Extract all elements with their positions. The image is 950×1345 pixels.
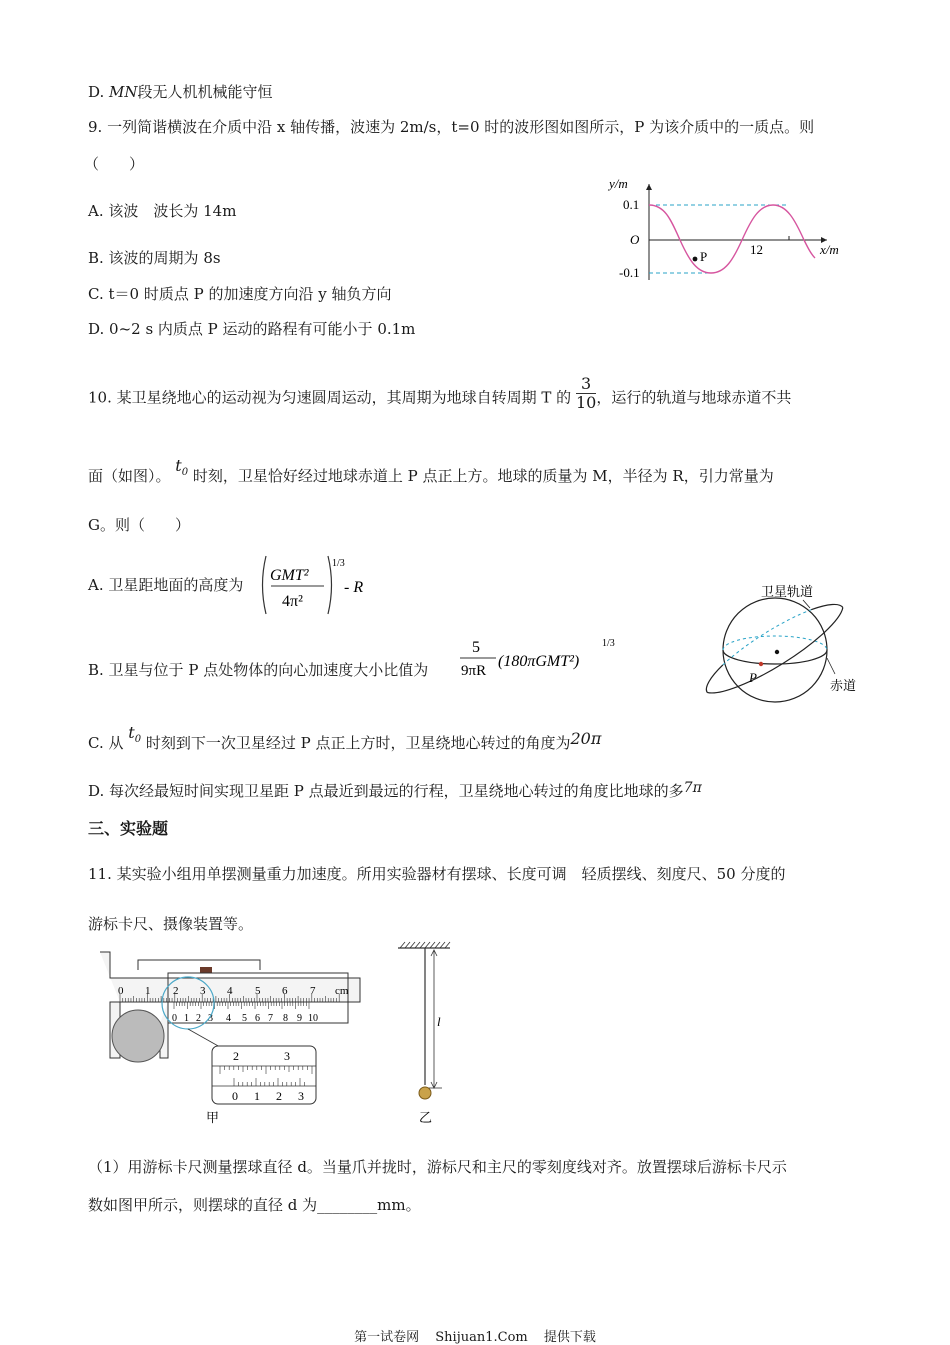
x-tick-label: 12 [750, 242, 763, 257]
q10-frac-num: 3 [576, 375, 596, 394]
vernier-3: 3 [208, 1013, 213, 1024]
main-scale-2: 2 [173, 985, 179, 997]
scale-tick [415, 942, 420, 948]
q11-figures [90, 940, 470, 1130]
q10-stem-part2: ，运行的轨道与地球赤道不共 [596, 388, 792, 407]
section-heading: 三、实验题 [88, 819, 169, 838]
q11-sub1-line1: （1）用游标卡尺测量摆球直径 d。当量爪并拢时，游标尺和主尺的零刻度线对齐。放置摆球后游标卡尺示 [88, 1158, 787, 1176]
figure-yi-label: 乙 [419, 1110, 433, 1125]
q8-option-d-text: 段无人机机械能守恒 [137, 83, 273, 101]
q10-t0-main: t [175, 456, 182, 475]
q10-option-a-formula [258, 552, 378, 618]
q10-c-t0 [128, 723, 142, 746]
wave-curve [649, 205, 815, 273]
q10-option-b [88, 660, 428, 680]
q10-satellite-figure [695, 578, 870, 713]
zoom-bottom-1: 1 [254, 1089, 260, 1103]
point-p-label: P [700, 249, 708, 264]
q10-frac-den: 10 [575, 393, 597, 412]
q10-option-b-formula [458, 634, 618, 686]
footer-note: 提供下载 [543, 1330, 596, 1345]
q10-stem-line1 [88, 374, 792, 417]
q10-option-d-text: D. 每次经最短时间实现卫星距 P 点最近到最远的行程，卫星绕地心转过的角度比地球的多 [88, 782, 684, 800]
scale-tick [405, 942, 410, 948]
vernier-0: 0 [172, 1013, 177, 1024]
vernier-6: 6 [255, 1013, 260, 1024]
q8-option-d [88, 82, 273, 102]
vernier-4: 4 [226, 1013, 231, 1024]
q9-option-b: B. 该波的周期为 8s [88, 249, 221, 267]
q10-fraction [576, 375, 596, 412]
q11-line1: 11. 某实验小组用单摆测量重力加速度。所用实验器材有摆球、长度可调 轻质摆线、刻度尺、50 分度的 [88, 865, 786, 883]
main-scale-4: 4 [227, 985, 233, 997]
q10-a-numerator: GMT² [270, 567, 309, 584]
q10-option-c-b: 时刻到下一次卫星经过 P 点正上方时，卫星绕地心转过的角度为 [145, 734, 571, 752]
q8-option-d-prefix: D. [88, 83, 110, 101]
q9-option-d: D. 0~2 s 内质点 P 运动的路程有可能小于 0.1m [88, 320, 416, 338]
main-scale-3: 3 [200, 985, 206, 997]
q10-stem-part1: 10. 某卫星绕地心的运动视为匀速圆周运动，其周期为地球自转周期 T 的 [88, 388, 572, 407]
q10-option-c-value: 20π [570, 729, 602, 748]
figure-point-p-label: P [749, 670, 757, 685]
figure-jia-label: 甲 [206, 1110, 220, 1125]
vernier-7: 7 [268, 1013, 273, 1024]
equator-label: 赤道 [830, 678, 857, 693]
page-footer [0, 1326, 950, 1345]
zoom-bottom-3: 3 [298, 1089, 304, 1103]
caliper-lock-screw [200, 967, 212, 973]
q9-paren: （ ） [84, 155, 145, 173]
main-scale-6: 6 [282, 985, 288, 997]
main-scale-1: 1 [145, 985, 151, 997]
q10-a-denominator: 4π² [282, 593, 303, 610]
q11-sub1-line2: 数如图甲所示，则摆球的直径 d 为________mm。 [88, 1196, 421, 1214]
vernier-2: 2 [196, 1013, 201, 1024]
zoom-top-3: 3 [284, 1049, 290, 1063]
vernier-5: 5 [242, 1013, 247, 1024]
y-top-label: 0.1 [623, 197, 640, 212]
q10-a-exponent: 1/3 [332, 558, 345, 569]
q8-option-d-var: MN [109, 83, 138, 101]
q10-b-exponent: 1/3 [602, 638, 615, 649]
point-p [693, 257, 698, 262]
q11-line2: 游标卡尺、摄像装置等。 [88, 915, 254, 933]
y-bottom-label: -0.1 [619, 265, 640, 280]
point-p-marker [759, 662, 763, 666]
q10-t0 [175, 456, 189, 479]
q10-a-tail: - R [344, 579, 364, 596]
vernier-scale-ticks [174, 1002, 309, 1009]
q10-c-t0-sub: 0 [134, 734, 142, 746]
pendulum-ball-measured [112, 1010, 164, 1062]
q10-line2-a: 面（如图）。 [88, 467, 171, 485]
main-scale-7: 7 [310, 985, 316, 997]
caliper-depth-rod [138, 960, 260, 970]
scale-tick [435, 942, 440, 948]
q10-c-t0-main: t [128, 723, 135, 742]
scale-tick [445, 942, 450, 948]
q10-option-a [88, 575, 243, 595]
q10-stem-line2 [88, 456, 774, 493]
orbit-label: 卫星轨道 [761, 584, 814, 599]
origin-label: O [630, 232, 640, 247]
q10-b-numerator: 5 [472, 639, 480, 656]
scale-tick [410, 942, 415, 948]
earth-center [775, 650, 779, 654]
q9-option-a: A. 该波 波长为 14m [88, 202, 237, 220]
x-axis-label: x/m [820, 242, 839, 257]
q10-line2-b: 时刻，卫星恰好经过地球赤道上 P 点正上方。地球的质量为 M，半径为 R，引力常量为 [192, 467, 774, 485]
main-scale-5: 5 [255, 985, 261, 997]
footer-domain: Shijuan1.Com [435, 1330, 528, 1345]
q10-option-b-text: B. 卫星与位于 P 点处物体的向心加速度大小比值为 [88, 661, 429, 679]
vernier-8: 8 [283, 1013, 288, 1024]
zoom-bottom-2: 2 [276, 1089, 282, 1103]
q10-b-denominator: 9πR [461, 663, 487, 679]
vernier-10: 10 [308, 1013, 318, 1024]
ceiling-hatch [400, 942, 450, 948]
scale-tick [440, 942, 445, 948]
q10-b-paren: (180πGMT²) [498, 653, 580, 670]
q10-stem-line3: G。则（ ） [88, 516, 190, 534]
orbit-back [721, 606, 812, 665]
pendulum-length-label: l [437, 1014, 441, 1029]
main-scale-0: 0 [118, 985, 124, 997]
zoom-bottom-0: 0 [232, 1089, 238, 1103]
pendulum-bob [419, 1087, 431, 1099]
q10-option-c-a: C. 从 [88, 734, 124, 752]
q10-option-a-text: A. 卫星距地面的高度为 [88, 576, 244, 594]
q10-t0-sub: 0 [181, 467, 189, 479]
q9-stem: 9. 一列简谐横波在介质中沿 x 轴传播，波速为 2m/s，t=0 时的波形图如图所示，P 为该介质中的一质点。则 [88, 118, 815, 136]
scale-tick [425, 942, 430, 948]
q9-option-c: C. t＝0 时质点 P 的加速度方向沿 y 轴负方向 [88, 285, 392, 303]
scale-tick [430, 942, 435, 948]
zoom-top-2: 2 [233, 1049, 239, 1063]
q10-option-d-value: 7π [683, 780, 702, 796]
q9-wave-graph [605, 172, 855, 287]
scale-tick [420, 942, 425, 948]
main-scale-unit: cm [335, 985, 349, 997]
vernier-1: 1 [184, 1013, 189, 1024]
y-axis-label: y/m [609, 176, 628, 191]
vernier-9: 9 [297, 1013, 302, 1024]
scale-tick [400, 942, 405, 948]
q10-option-d [88, 781, 702, 802]
q10-option-c [88, 723, 602, 760]
footer-site: 第一试卷网 [354, 1330, 420, 1345]
